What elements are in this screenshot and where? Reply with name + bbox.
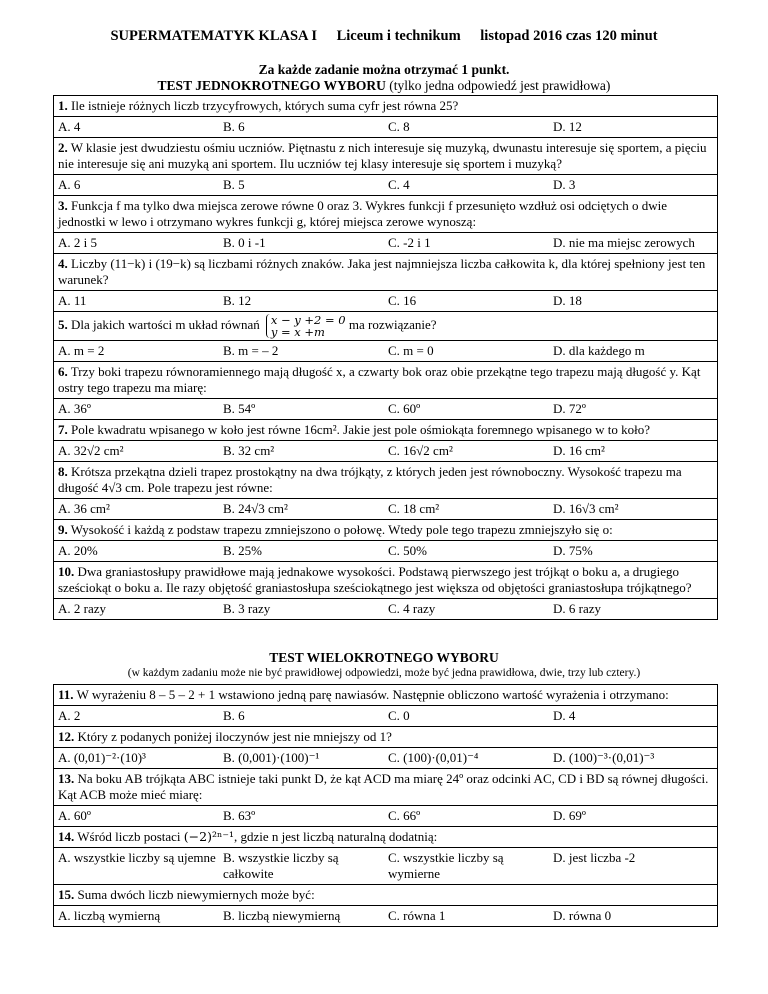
answer-options <box>58 401 713 417</box>
answer-option: B. 6 <box>223 119 245 134</box>
answer-row <box>54 806 718 827</box>
answer-option: B. 5 <box>223 177 245 192</box>
answer-option: D. 69º <box>553 808 586 823</box>
question-number: 15. <box>58 887 75 902</box>
answer-options <box>58 708 713 724</box>
answer-row <box>54 499 718 520</box>
question-row <box>54 685 718 706</box>
question-row <box>54 727 718 748</box>
question-text-cell <box>54 96 718 117</box>
answer-option: D. dla każdego m <box>553 343 645 358</box>
single-choice-table <box>53 95 718 620</box>
answer-row <box>54 291 718 312</box>
question-text-cell <box>54 138 718 175</box>
answer-option: C. 8 <box>388 119 410 134</box>
answer-option: D. (100)⁻³·(0,01)⁻³ <box>553 750 655 765</box>
answer-row <box>54 341 718 362</box>
single-test-title: TEST JEDNOKROTNEGO WYBORU <box>157 78 386 93</box>
answer-options <box>58 443 713 459</box>
question-row <box>54 520 718 541</box>
question-number: 8. <box>58 464 68 479</box>
answer-cell <box>54 706 718 727</box>
answer-option: B. 32 cm² <box>223 443 275 458</box>
answer-row <box>54 906 718 927</box>
question-text: ma rozwiązanie? <box>348 316 437 332</box>
answer-option: C. (100)·(0,01)⁻⁴ <box>388 750 479 765</box>
answer-option: D. 12 <box>553 119 582 134</box>
answer-option: B. 24√3 cm² <box>223 501 288 516</box>
question-row <box>54 827 718 848</box>
answer-option: C. 16 <box>388 293 417 308</box>
question-number: 11. <box>58 687 74 702</box>
question-text-cell <box>54 769 718 806</box>
question-row <box>54 254 718 291</box>
answer-option: D. 3 <box>553 177 576 192</box>
question-text-cell <box>54 827 718 848</box>
answer-row <box>54 541 718 562</box>
answer-option: D. 6 razy <box>553 601 602 616</box>
answer-row <box>54 399 718 420</box>
question-text: Dla jakich wartości m układ równań <box>71 316 260 332</box>
question-text: Pole kwadratu wpisanego w koło jest równe 16cm². Jakie jest pole ośmiokąta foremnego wpisanego w to koło? <box>71 422 651 437</box>
answer-option: C. 16√2 cm² <box>388 443 453 458</box>
question-number: 14. <box>58 829 75 844</box>
answer-row <box>54 117 718 138</box>
question-text: Funkcja f ma tylko dwa miejsca zerowe równe 0 oraz 3. Wykres funkcji f przesunięto wzdłuż osi odciętych o dwie jednostki w lewo i otrzymano wykres funkcji g, której miejsca zerowe wynoszą: <box>58 198 668 229</box>
question-text: Ile istnieje różnych liczb trzycyfrowych, których suma cyfr jest równa 25? <box>71 98 459 113</box>
question-text: Wysokość i każdą z podstaw trapezu zmniejszono o połowę. Wtedy pole tego trapezu zmniejszyło się o: <box>70 522 613 537</box>
answer-row <box>54 848 718 885</box>
answer-cell <box>54 291 718 312</box>
answer-option: B. liczbą niewymierną <box>223 908 341 923</box>
question-text: Krótsza przekątna dzieli trapez prostokątny na dwa trójkąty, z których jeden jest równoboczny. Wysokość trapezu ma długość 4√3 cm. Pole trapezu jest równe: <box>58 464 682 495</box>
question-number: 13. <box>58 771 75 786</box>
answer-cell <box>54 599 718 620</box>
question-text-cell <box>54 562 718 599</box>
single-test-note: (tylko jedna odpowiedź jest prawidłowa) <box>389 78 611 93</box>
answer-options <box>58 808 713 824</box>
answer-options <box>58 235 713 251</box>
answer-option: A. wszystkie liczby są ujemne <box>58 850 216 865</box>
answer-option: C. 18 cm² <box>388 501 440 516</box>
answer-option: B. 25% <box>223 543 262 558</box>
question-number: 12. <box>58 729 75 744</box>
question-number: 5. <box>58 316 68 332</box>
answer-option: A. m = 2 <box>58 343 105 358</box>
page-header <box>0 28 768 45</box>
answer-cell <box>54 441 718 462</box>
answer-cell <box>54 175 718 196</box>
multi-choice-table <box>53 684 718 927</box>
answer-cell <box>54 906 718 927</box>
answer-option: D. jest liczba -2 <box>553 850 636 865</box>
answer-option: D. 16√3 cm² <box>553 501 619 516</box>
question-row <box>54 362 718 399</box>
answer-option: B. 54º <box>223 401 256 416</box>
contest-title: SUPERMATEMATYK KLASA I <box>110 28 317 44</box>
question-row <box>54 885 718 906</box>
answer-option: C. 4 razy <box>388 601 436 616</box>
question-text: , gdzie n jest liczbą naturalną dodatnią: <box>233 829 438 844</box>
answer-option: B. 6 <box>223 708 245 723</box>
answer-option: C. 4 <box>388 177 410 192</box>
answer-option: D. 18 <box>553 293 582 308</box>
answer-option: C. wszystkie liczby są wymierne <box>388 850 504 881</box>
answer-cell <box>54 499 718 520</box>
question-number: 4. <box>58 256 68 271</box>
answer-option: A. 11 <box>58 293 87 308</box>
single-test-heading <box>0 78 768 94</box>
answer-row <box>54 748 718 769</box>
question-text: Liczby (11−k) i (19−k) są liczbami różnych znaków. Jaka jest najmniejsza liczba całkowita k, dla której spełniony jest ten warunek? <box>58 256 706 287</box>
answer-cell <box>54 399 718 420</box>
question-number: 9. <box>58 522 68 537</box>
question-text-cell <box>54 312 718 341</box>
answer-option: B. wszystkie liczby są całkowite <box>223 850 339 881</box>
question-text: Wśród liczb postaci <box>77 829 181 844</box>
question-row <box>54 312 718 341</box>
answer-cell <box>54 748 718 769</box>
answer-option: A. 4 <box>58 119 81 134</box>
answer-row <box>54 706 718 727</box>
question-text-cell <box>54 685 718 706</box>
question-text: Na boku AB trójkąta ABC istnieje taki punkt D, że kąt ACD ma miarę 24º oraz odcinki AC, CD i BD są równej długości. Kąt ACB może mieć miarę: <box>58 771 709 802</box>
question-row <box>54 462 718 499</box>
answer-option: A. 2 i 5 <box>58 235 97 250</box>
question-text: W klasie jest dwudziestu ośmiu uczniów. Piętnastu z nich interesuje się muzyką, dwunastu interesuje się sportem, a pięciu nie interesuje się ani muzyką ani sportem. Ilu uczniów tej klasy interesuje się sportem i muzyką? <box>58 140 707 171</box>
answer-row <box>54 175 718 196</box>
question-number: 2. <box>58 140 68 155</box>
answer-options <box>58 850 713 882</box>
question-text-cell <box>54 520 718 541</box>
question-row <box>54 562 718 599</box>
answer-option: C. -2 i 1 <box>388 235 431 250</box>
answer-option: B. 0 i -1 <box>223 235 266 250</box>
multi-test-title: TEST WIELOKROTNEGO WYBORU <box>269 650 499 665</box>
question-row <box>54 196 718 233</box>
question-text-cell <box>54 362 718 399</box>
question-row <box>54 769 718 806</box>
answer-options <box>58 119 713 135</box>
answer-cell <box>54 233 718 254</box>
date-time: listopad 2016 czas 120 minut <box>480 28 658 44</box>
answer-options <box>58 750 713 766</box>
equation-line: y = x +m <box>270 325 325 339</box>
answer-option: B. (0,001)·(100)⁻¹ <box>223 750 320 765</box>
answer-option: A. 36º <box>58 401 91 416</box>
answer-option: D. nie ma miejsc zerowych <box>553 235 695 250</box>
question-number: 10. <box>58 564 75 579</box>
answer-option: A. (0,01)⁻²·(10)³ <box>58 750 146 765</box>
answer-option: D. 75% <box>553 543 593 558</box>
answer-option: A. 36 cm² <box>58 501 110 516</box>
question-text-cell <box>54 254 718 291</box>
answer-option: D. 72º <box>553 401 586 416</box>
answer-option: B. 12 <box>223 293 252 308</box>
answer-options <box>58 293 713 309</box>
answer-option: C. 50% <box>388 543 427 558</box>
answer-option: A. 2 razy <box>58 601 107 616</box>
question-text-cell <box>54 885 718 906</box>
question-row <box>54 420 718 441</box>
answer-option: A. 2 <box>58 708 81 723</box>
question-text: Suma dwóch liczb niewymiernych może być: <box>77 887 315 902</box>
answer-option: C. m = 0 <box>388 343 434 358</box>
equation-line: x − y +2 = 0 <box>270 313 346 327</box>
answer-options <box>58 601 713 617</box>
question-number: 7. <box>58 422 68 437</box>
question-text-cell <box>54 462 718 499</box>
answer-cell <box>54 117 718 138</box>
answer-option: A. 32√2 cm² <box>58 443 124 458</box>
question-number: 3. <box>58 198 68 213</box>
answer-options <box>58 543 713 559</box>
question-text-cell <box>54 727 718 748</box>
answer-options <box>58 501 713 517</box>
answer-row <box>54 599 718 620</box>
answer-options <box>58 343 713 359</box>
answer-option: C. 60º <box>388 401 421 416</box>
question-text: Który z podanych poniżej iloczynów jest nie mniejszy od 1? <box>77 729 392 744</box>
school-type: Liceum i technikum <box>336 28 461 44</box>
answer-option: D. 16 cm² <box>553 443 605 458</box>
answer-option: C. 0 <box>388 708 410 723</box>
question-number: 1. <box>58 98 68 113</box>
question-text: Dwa graniastosłupy prawidłowe mają jednakowe wysokości. Podstawą pierwszego jest trójkąt o boku a, a drugiego sześciokąt o boku a. Ile razy objętość graniastosłupa sześciokątnego jest większa od objętości graniastosłupa trójkątnego? <box>58 564 692 595</box>
answer-option: A. 6 <box>58 177 81 192</box>
question-text-cell <box>54 420 718 441</box>
question-row <box>54 96 718 117</box>
multi-test-note: (w każdym zadaniu może nie być prawidłowej odpowiedzi, może być jedna prawidłowa, dwie, trzy lub cztery.) <box>127 667 641 679</box>
answer-cell <box>54 541 718 562</box>
answer-cell <box>54 341 718 362</box>
answer-row <box>54 441 718 462</box>
answer-option: B. 3 razy <box>223 601 271 616</box>
answer-option: B. m = – 2 <box>223 343 279 358</box>
answer-option: A. liczbą wymierną <box>58 908 161 923</box>
answer-option: A. 20% <box>58 543 98 558</box>
question-number: 6. <box>58 364 68 379</box>
question-text-cell <box>54 196 718 233</box>
points-note: Za każde zadanie można otrzymać 1 punkt. <box>258 62 510 77</box>
answer-option: C. 66º <box>388 808 421 823</box>
math-expression: (−2)²ⁿ⁻¹ <box>183 829 234 844</box>
question-text: Trzy boki trapezu równoramiennego mają długość x, a czwarty bok oraz obie przekątne tego trapezu mają długość y. Kąt ostry tego trapezu ma miarę: <box>58 364 701 395</box>
answer-option: D. 4 <box>553 708 576 723</box>
answer-options <box>58 177 713 193</box>
equation-system <box>266 314 346 338</box>
answer-options <box>58 908 713 924</box>
answer-option: D. równa 0 <box>553 908 612 923</box>
answer-cell <box>54 848 718 885</box>
question-row <box>54 138 718 175</box>
answer-option: A. 60º <box>58 808 91 823</box>
answer-row <box>54 233 718 254</box>
answer-cell <box>54 806 718 827</box>
answer-option: C. równa 1 <box>388 908 446 923</box>
question-text: W wyrażeniu 8 – 5 – 2 + 1 wstawiono jedną parę nawiasów. Następnie obliczono wartość wyrażenia i otrzymano: <box>76 687 669 702</box>
answer-option: B. 63º <box>223 808 256 823</box>
